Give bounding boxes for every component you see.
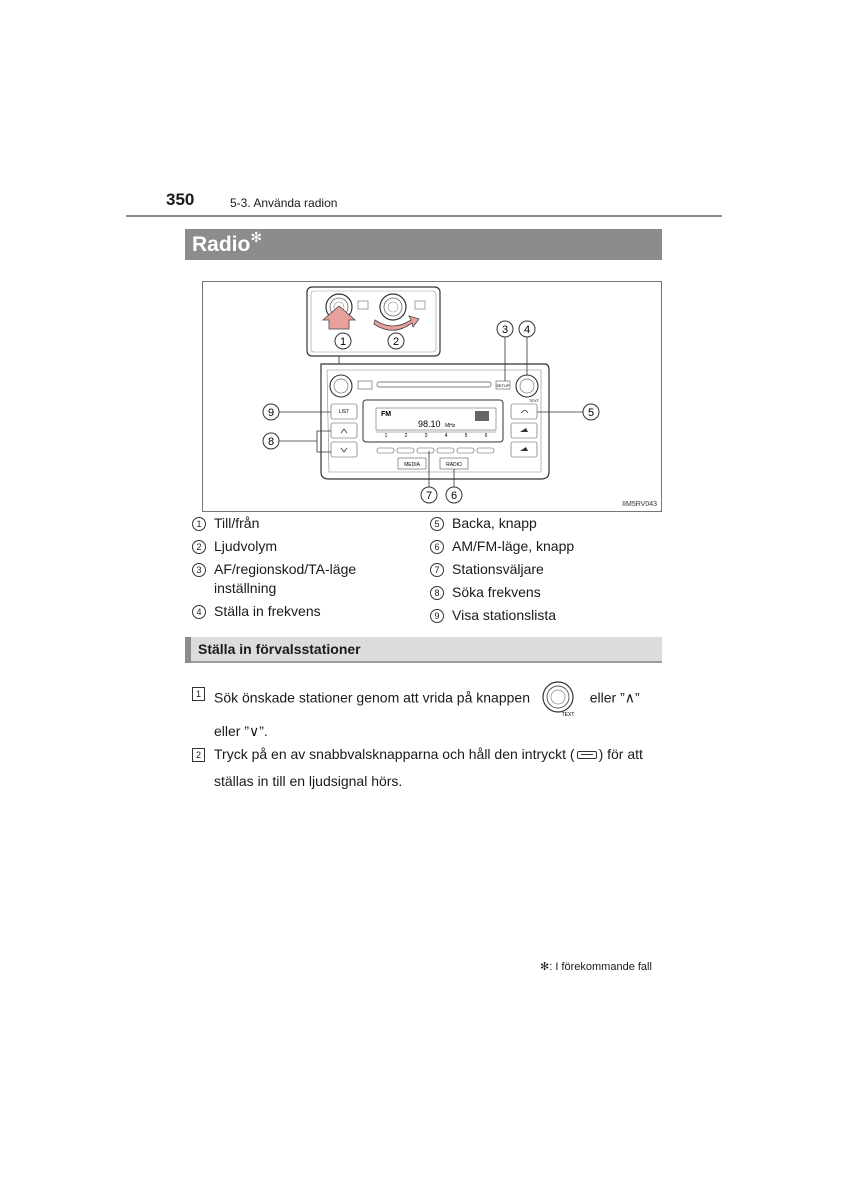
legend-text: Stationsväljare (452, 561, 544, 577)
legend-item (430, 560, 660, 579)
legend-num: 9 (430, 609, 444, 623)
legend-item (430, 514, 660, 533)
legend-right (430, 514, 660, 629)
step-body (214, 741, 662, 795)
preset-3: 3 (424, 433, 428, 439)
display-unit: MHz (445, 423, 456, 429)
callout-9-label: 9 (267, 407, 275, 419)
legend-num: 6 (430, 540, 444, 554)
setup-button-label: SETUP (496, 383, 510, 388)
knob-text-label: TEXT (561, 712, 575, 718)
legend-left (192, 514, 412, 625)
preset-4: 4 (444, 433, 448, 439)
preset-5: 5 (464, 433, 468, 439)
power-knob (330, 375, 352, 397)
inset-box (307, 287, 440, 356)
radio-figure (202, 281, 662, 512)
legend-num: 3 (192, 563, 206, 577)
legend-num: 4 (192, 605, 206, 619)
media-button-label: MEDIA (404, 462, 420, 468)
legend-item (192, 514, 412, 533)
callout-4-label: 4 (523, 324, 531, 336)
footnote: ✻: I förekommande fall (540, 961, 652, 973)
section-title: 5-3. Använda radion (230, 196, 338, 210)
subsection-title: Ställa in förvalsstationer (198, 641, 361, 657)
step-text-a: Sök önskade stationer genom att vrida på knappen (214, 689, 530, 706)
figure-code: IIM5RV043 (622, 501, 657, 508)
panel-text-label: TEXT (528, 398, 540, 403)
legend-item (192, 537, 412, 556)
legend-num: 5 (430, 517, 444, 531)
page-header (0, 188, 848, 228)
callout-5-label: 5 (587, 407, 595, 419)
preset-1: 1 (384, 433, 388, 439)
legend-text: AF/regionskod/TA-läge inställning (214, 561, 357, 596)
callout-3-label: 3 (501, 324, 509, 336)
step-number: 1 (192, 687, 205, 701)
legend-num: 2 (192, 540, 206, 554)
step-number: 2 (192, 748, 205, 762)
title-bar (185, 229, 662, 260)
legend-text: Ljudvolym (214, 538, 278, 554)
list-button-label: LIST (338, 409, 350, 415)
legend-text: Visa stationslista (452, 607, 557, 623)
legend-item (192, 560, 412, 598)
preset-6: 6 (484, 433, 488, 439)
preset-button-icon (577, 751, 597, 759)
legend-text: Ställa in frekvens (214, 603, 321, 619)
tune-knob-icon (538, 680, 582, 718)
callout-1-label: 1 (339, 336, 347, 348)
callout-8-label: 8 (267, 436, 275, 448)
page-number: 350 (166, 190, 195, 209)
legend-num: 7 (430, 563, 444, 577)
step-text-a: Tryck på en av snabbvalsknapparna och håll den intryckt ( (214, 746, 575, 762)
legend-text: Till/från (214, 515, 260, 531)
legend-num: 1 (192, 517, 206, 531)
callout-2-label: 2 (392, 336, 400, 348)
step-2 (192, 741, 662, 795)
tune-knob (516, 375, 538, 397)
header-rule (126, 215, 722, 217)
legend-item (430, 537, 660, 556)
legend-text: Söka frekvens (452, 584, 541, 600)
callout-7-label: 7 (425, 490, 433, 502)
legend-item (192, 602, 412, 621)
legend-text: AM/FM-läge, knapp (452, 538, 575, 554)
display-band: FM (381, 411, 392, 418)
callout-6-label: 6 (450, 490, 458, 502)
legend-item (430, 583, 660, 602)
preset-2: 2 (404, 433, 408, 439)
subsection-accent (185, 637, 191, 663)
display-frequency: 98.10 (418, 419, 441, 429)
legend-item (430, 606, 660, 625)
subsection-bar (185, 637, 662, 663)
page-title (192, 229, 263, 257)
radio-button-label: RADIO (446, 462, 462, 468)
step-text-b: eller ”∧” eller ”∨”. (214, 689, 640, 739)
legend-text: Backa, knapp (452, 515, 537, 531)
title-asterisk: ✻ (250, 229, 263, 245)
step-1 (192, 680, 662, 745)
radio-panel-illustration (203, 282, 663, 513)
page-title-text: Radio (192, 233, 251, 256)
legend-num: 8 (430, 586, 444, 600)
step-text-b: ) för att ställas in till en ljudsignal hörs. (214, 746, 643, 789)
step-body (214, 680, 662, 745)
